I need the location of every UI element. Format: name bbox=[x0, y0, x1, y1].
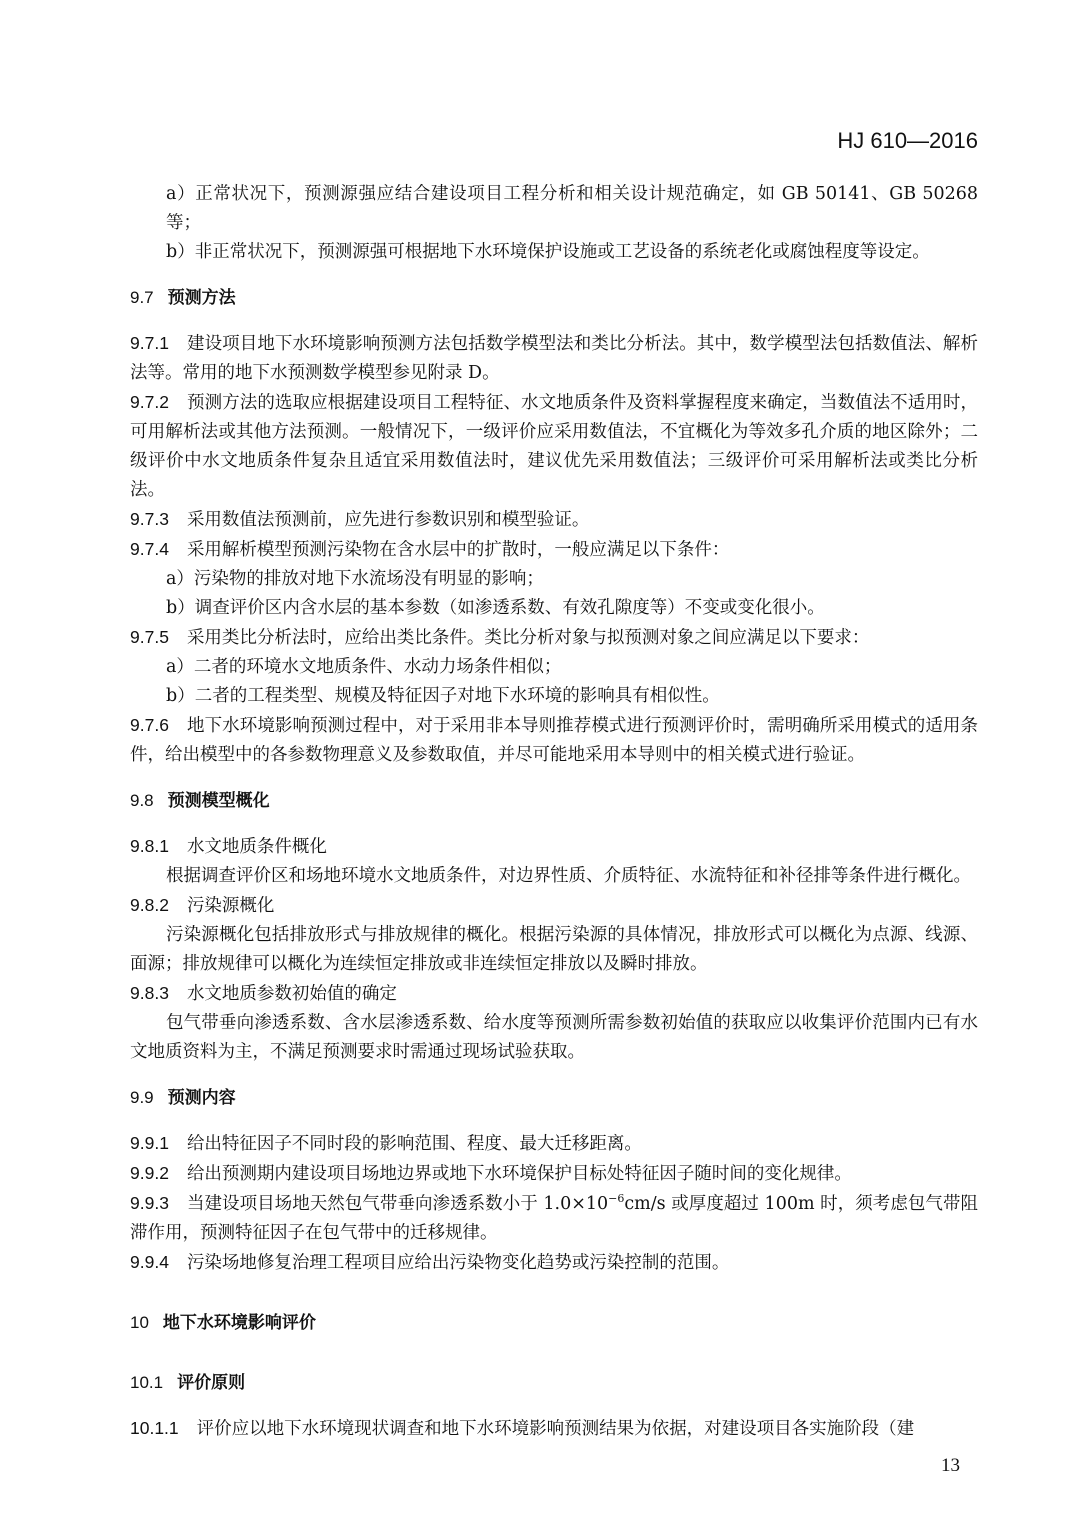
document-body bbox=[130, 180, 978, 1444]
section-heading-9-9: 9.9 预测内容 bbox=[130, 1088, 236, 1108]
clause-9-9-3: 9.9.3 当建设项目场地天然包气带垂向渗透系数小于 $1.0\times 10^{-6}cm/s$ 或厚度超过 100m 时，须考虑包气带阻滞作用，预测特征因子在包气带中的迁移规律。 bbox=[130, 1192, 978, 1243]
clause-9-7-1: 9.7.1 建设项目地下水环境影响预测方法包括数学模型法和类比分析法。其中，数学模型法包括数值法、解析法等。常用的地下水预测数学模型参见附录 D。 bbox=[130, 333, 978, 383]
list-item: b）二者的工程类型、规模及特征因子对地下水环境的影响具有相似性。 bbox=[166, 686, 720, 706]
clause-9-8-1-body: 根据调查评价区和场地环境水文地质条件，对边界性质、介质特征、水流特征和补径排等条件进行概化。 bbox=[166, 866, 971, 886]
page-number: 13 bbox=[941, 1455, 960, 1476]
clause-9-7-3: 9.7.3 采用数值法预测前，应先进行参数识别和模型验证。 bbox=[130, 509, 590, 530]
clause-10-1-1: 10.1.1 评价应以地下水环境现状调查和地下水环境影响预测结果为依据，对建设项目各实施阶段（建 bbox=[130, 1418, 915, 1439]
clause-9-8-2-title: 9.8.2 污染源概化 bbox=[130, 895, 275, 916]
clause-9-8-3-body: 包气带垂向渗透系数、含水层渗透系数、给水度等预测所需参数初始值的获取应以收集评价范围内已有水文地质资料为主，不满足预测要求时需通过现场试验获取。 bbox=[130, 1013, 978, 1062]
clause-9-9-1: 9.9.1 给出特征因子不同时段的影响范围、程度、最大迁移距离。 bbox=[130, 1133, 642, 1154]
section-heading-10-1: 10.1 评价原则 bbox=[130, 1373, 246, 1393]
list-item: a）污染物的排放对地下水流场没有明显的影响； bbox=[166, 569, 544, 589]
clause-9-7-4: 9.7.4 采用解析模型预测污染物在含水层中的扩散时，一般应满足以下条件： bbox=[130, 539, 730, 560]
section-heading-9-8: 9.8 预测模型概化 bbox=[130, 791, 270, 811]
clause-9-8-2-body: 污染源概化包括排放形式与排放规律的概化。根据污染源的具体情况，排放形式可以概化为点源、线源、面源；排放规律可以概化为连续恒定排放或非连续恒定排放以及瞬时排放。 bbox=[130, 925, 978, 974]
clause-9-7-5: 9.7.5 采用类比分析法时，应给出类比条件。类比分析对象与拟预测对象之间应满足以下要求： bbox=[130, 627, 870, 648]
chapter-heading-10: 10 地下水环境影响评价 bbox=[130, 1313, 316, 1333]
clause-9-8-1-title: 9.8.1 水文地质条件概化 bbox=[130, 836, 327, 857]
standard-code: HJ 610—2016 bbox=[837, 128, 978, 153]
clause-9-8-3-title: 9.8.3 水文地质参数初始值的确定 bbox=[130, 983, 397, 1004]
clause-9-7-2: 9.7.2 预测方法的选取应根据建设项目工程特征、水文地质条件及资料掌握程度来确定，当数值法不适用时，可用解析法或其他方法预测。一般情况下，一级评价应采用数值法，不宜概化为等效多孔介质的地区除外；二级评价中水文地质条件复杂且适宜采用数值法时，建议优先采用数值法；三级评价可采用解析法或类比分析法。 bbox=[130, 392, 978, 500]
clause-9-9-4: 9.9.4 污染场地修复治理工程项目应给出污染物变化趋势或污染控制的范围。 bbox=[130, 1252, 730, 1273]
list-item: a）二者的环境水文地质条件、水动力场条件相似； bbox=[166, 657, 562, 677]
clause-9-9-2: 9.9.2 给出预测期内建设项目场地边界或地下水环境保护目标处特征因子随时间的变化规律。 bbox=[130, 1163, 852, 1184]
list-item: b）非正常状况下，预测源强可根据地下水环境保护设施或工艺设备的系统老化或腐蚀程度等设定。 bbox=[166, 242, 930, 262]
list-item: b）调查评价区内含水层的基本参数（如渗透系数、有效孔隙度等）不变或变化很小。 bbox=[166, 598, 825, 618]
list-item: a）正常状况下，预测源强应结合建设项目工程分析和相关设计规范确定，如 GB 50141、GB 50268 等； bbox=[166, 184, 978, 233]
clause-9-7-6: 9.7.6 地下水环境影响预测过程中，对于采用非本导则推荐模式进行预测评价时，需明确所采用模式的适用条件，给出模型中的各参数物理意义及参数取值，并尽可能地采用本导则中的相关模式进行验证。 bbox=[130, 715, 978, 765]
section-heading-9-7: 9.7 预测方法 bbox=[130, 288, 236, 308]
